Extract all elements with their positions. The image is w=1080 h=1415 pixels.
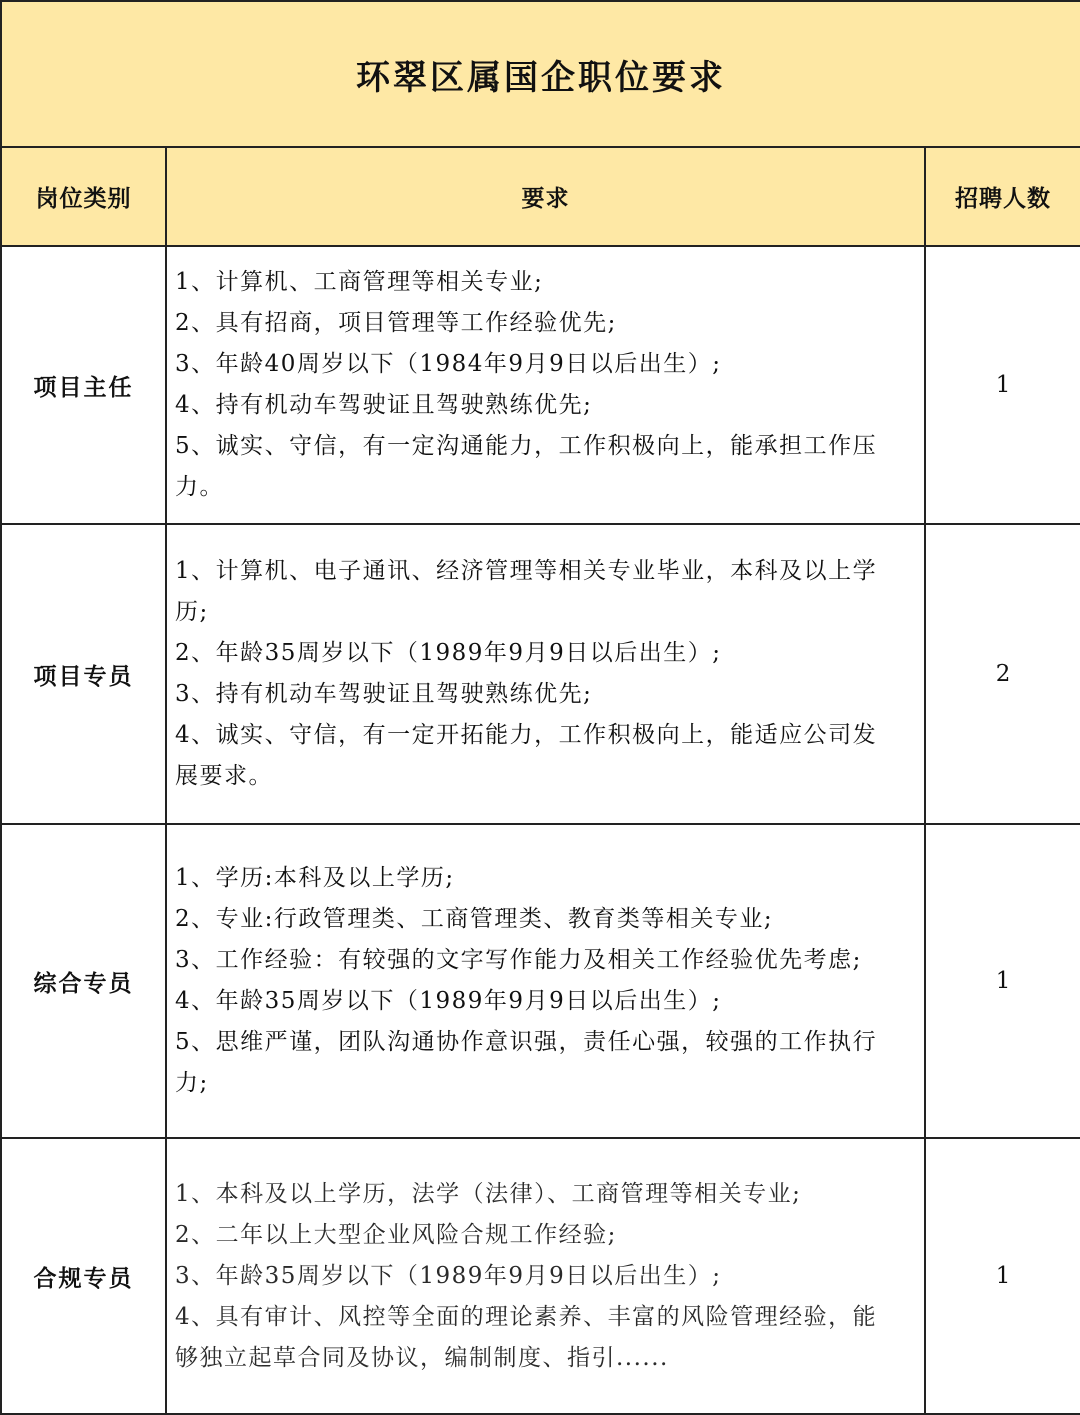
requirements-cell	[166, 524, 925, 824]
count-cell: 1	[925, 1138, 1080, 1414]
requirement-item: 2、具有招商，项目管理等工作经验优先;	[175, 310, 617, 336]
table-row	[1, 824, 1080, 1138]
requirements-cell	[166, 246, 925, 524]
requirement-item: 4、持有机动车驾驶证且驾驶熟练优先;	[175, 392, 593, 418]
requirement-item: 1、本科及以上学历，法学（法律）、工商管理等相关专业;	[175, 1180, 802, 1207]
category-cell: 合规专员	[1, 1138, 166, 1414]
requirement-item: 5、思维严谨，团队沟通协作意识强，责任心强，较强的工作执行力;	[175, 1029, 878, 1096]
requirement-item: 4、年龄35周岁以下（1989年9月9日以后出生）;	[175, 988, 722, 1014]
title-row	[1, 1, 1080, 147]
requirement-item: 3、工作经验：有较强的文字写作能力及相关工作经验优先考虑;	[175, 947, 862, 973]
requirement-item: 4、诚实、守信，有一定开拓能力，工作积极向上，能适应公司发展要求。	[175, 722, 878, 789]
count-cell: 1	[925, 246, 1080, 524]
header-row	[1, 147, 1080, 246]
header-count: 招聘人数	[925, 147, 1080, 246]
requirement-item: 3、年龄40周岁以下（1984年9月9日以后出生）;	[175, 351, 722, 377]
count-cell: 1	[925, 824, 1080, 1138]
table-title: 环翠区属国企职位要求	[1, 1, 1080, 147]
requirement-item: 2、年龄35周岁以下（1989年9月9日以后出生）;	[175, 640, 722, 666]
requirement-item: 3、年龄35周岁以下（1989年9月9日以后出生）;	[175, 1262, 722, 1289]
requirement-item: 1、学历:本科及以上学历;	[175, 865, 455, 891]
requirements-cell	[166, 824, 925, 1138]
table-row	[1, 246, 1080, 524]
requirement-item: 3、持有机动车驾驶证且驾驶熟练优先;	[175, 681, 593, 707]
category-cell: 项目主任	[1, 246, 166, 524]
requirements-cell	[166, 1138, 925, 1414]
requirement-item: 2、专业:行政管理类、工商管理类、教育类等相关专业;	[175, 906, 774, 932]
header-requirements: 要求	[166, 147, 925, 246]
table-row	[1, 1138, 1080, 1414]
requirement-item: 2、二年以上大型企业风险合规工作经验;	[175, 1221, 617, 1248]
requirement-item: 4、具有审计、风控等全面的理论素养、丰富的风险管理经验，能够独立起草合同及协议，编制制度、指引......	[175, 1303, 878, 1371]
requirement-item: 1、计算机、工商管理等相关专业;	[175, 269, 544, 295]
category-cell: 综合专员	[1, 824, 166, 1138]
table-row	[1, 524, 1080, 824]
category-cell: 项目专员	[1, 524, 166, 824]
header-category: 岗位类别	[1, 147, 166, 246]
requirement-item: 1、计算机、电子通讯、经济管理等相关专业毕业，本科及以上学历;	[175, 558, 878, 625]
requirement-item: 5、诚实、守信，有一定沟通能力，工作积极向上，能承担工作压力。	[175, 433, 878, 500]
count-cell: 2	[925, 524, 1080, 824]
